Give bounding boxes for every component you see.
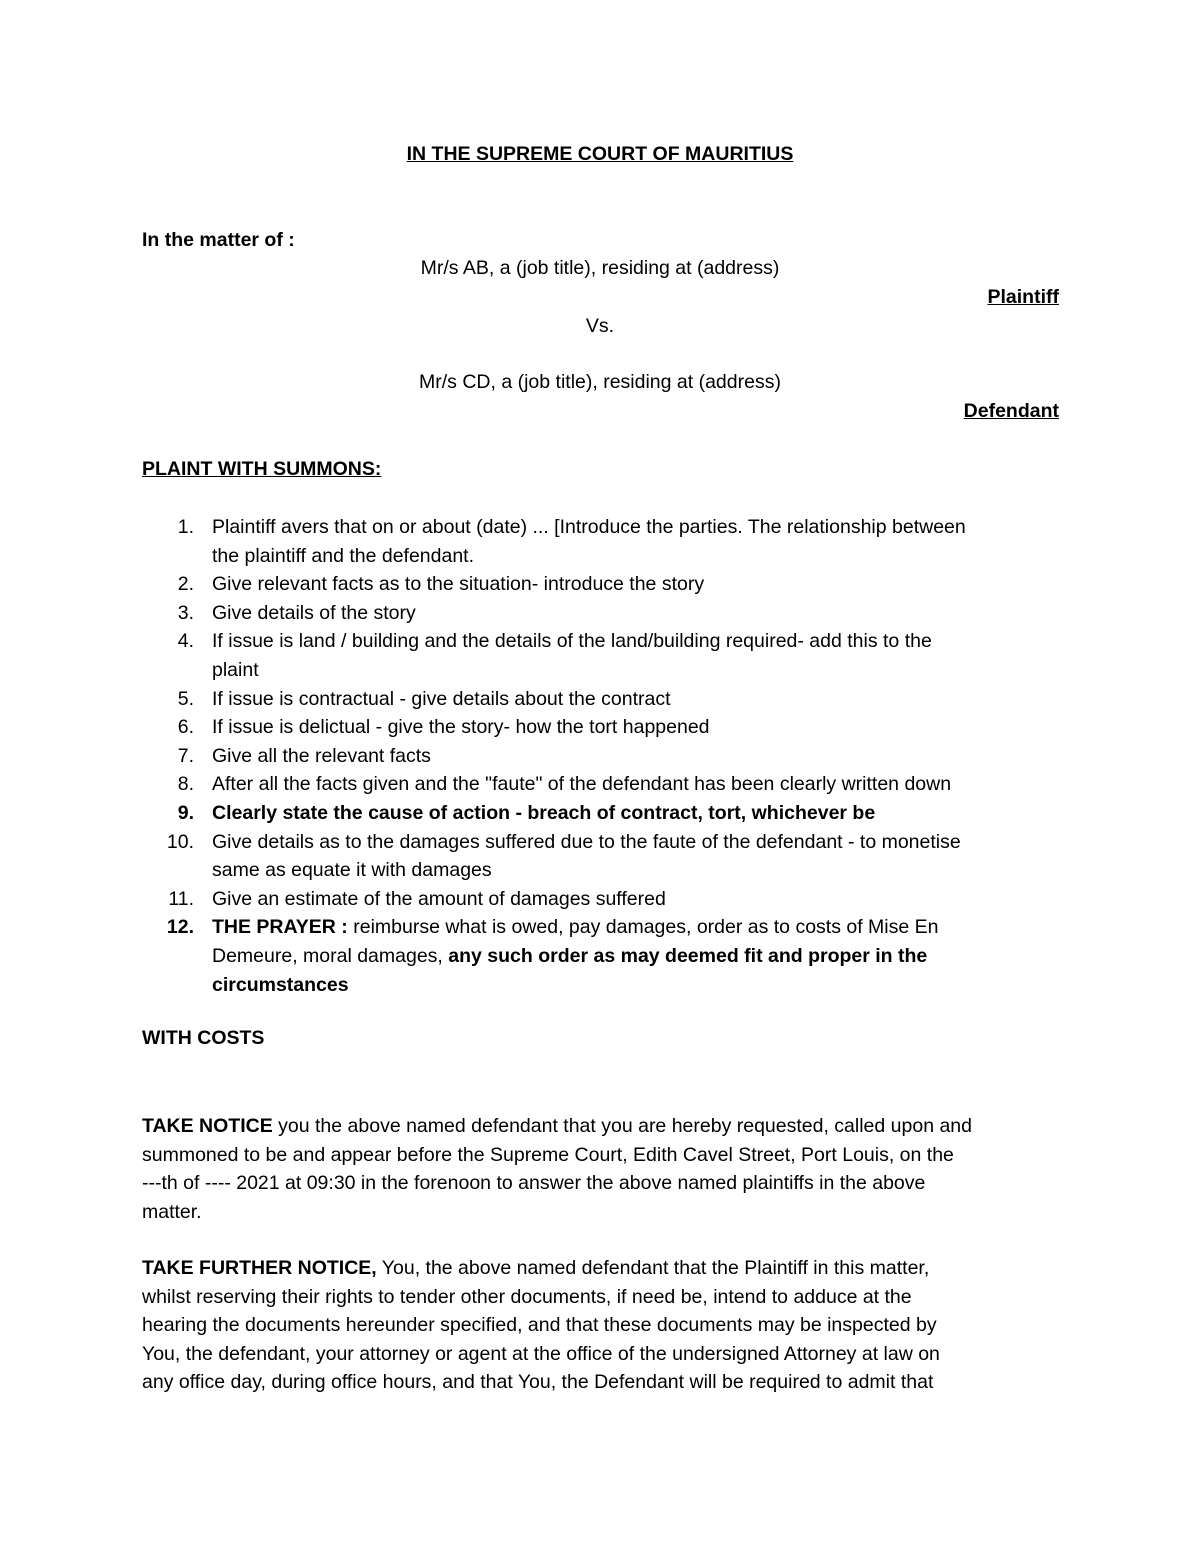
paragraph-text: You, the above named defendant that the Plaintiff in this matter, <box>376 1257 930 1279</box>
prayer-label: THE PRAYER : <box>212 916 348 939</box>
item-number: 2. <box>177 573 194 596</box>
item-text: If issue is contractual - give details about the contract <box>212 687 671 710</box>
list-item <box>142 742 1062 771</box>
take-further-notice-paragraph <box>142 1254 1072 1397</box>
defendant-party: Mr/s CD, a (job title), residing at (address) <box>419 371 781 393</box>
item-number: 1. <box>177 516 194 538</box>
take-notice-paragraph <box>142 1112 1072 1226</box>
list-item <box>142 713 1062 742</box>
paragraph-text: hearing the documents hereunder specified, and that these documents may be inspected by <box>142 1314 937 1337</box>
list-item <box>142 799 1062 828</box>
item-text: Plaintiff avers that on or about (date) ... [Introduce the parties. The relationship between <box>212 516 966 538</box>
take-further-notice-label: TAKE FURTHER NOTICE, <box>142 1257 377 1279</box>
item-number: 11. <box>168 887 194 910</box>
plaintiff-role: Plaintiff <box>987 286 1059 308</box>
prayer-text: reimburse what is owed, pay damages, order as to costs of Mise En <box>347 916 939 939</box>
item-number: 4. <box>177 630 194 653</box>
list-item <box>142 885 1062 914</box>
item-number: 3. <box>177 601 194 624</box>
item-text: Clearly state the cause of action - breach of contract, tort, whichever be <box>212 801 876 824</box>
plaintiff-party: Mr/s AB, a (job title), residing at (address) <box>420 257 780 279</box>
paragraph-text: summoned to be and appear before the Supreme Court, Edith Cavel Street, Port Louis, on the <box>142 1143 954 1166</box>
item-number: 12. <box>166 916 194 939</box>
item-text: After all the facts given and the "faute" of the defendant has been clearly written down <box>212 773 952 796</box>
list-item <box>142 570 1062 599</box>
paragraph-text: ---th of ---- 2021 at 09:30 in the forenoon to answer the above named plaintiffs in the above <box>142 1172 926 1195</box>
prayer-text: Demeure, moral damages, <box>212 944 449 967</box>
paragraph-text: You, the defendant, your attorney or agent at the office of the undersigned Attorney at law on <box>142 1342 940 1365</box>
item-text <box>212 942 1062 971</box>
item-text: Give details of the story <box>212 601 416 624</box>
defendant-role: Defendant <box>963 400 1059 422</box>
matter-label: In the matter of : <box>142 229 295 251</box>
item-text: the plaintiff and the defendant. <box>212 544 475 567</box>
item-text: Give details as to the damages suffered due to the faute of the defendant - to monetise <box>212 830 961 853</box>
item-text: plaint <box>212 658 259 681</box>
item-number: 9. <box>177 801 194 824</box>
prayer-bold-text: circumstances <box>212 973 349 996</box>
item-number: 8. <box>177 773 194 796</box>
item-number: 10. <box>166 830 194 853</box>
item-text: If issue is delictual - give the story- how the tort happened <box>212 716 710 739</box>
plaint-heading: PLAINT WITH SUMMONS: <box>142 458 382 480</box>
item-text: Give an estimate of the amount of damages suffered <box>212 887 666 910</box>
list-item <box>142 685 1062 714</box>
take-notice-label: TAKE NOTICE <box>142 1115 273 1137</box>
list-item <box>142 599 1062 628</box>
document-title: IN THE SUPREME COURT OF MAURITIUS <box>406 143 794 165</box>
versus-label: Vs. <box>585 315 615 337</box>
item-text: Give relevant facts as to the situation- introduce the story <box>212 573 705 596</box>
list-item <box>142 513 1062 570</box>
item-text: same as equate it with damages <box>212 859 492 882</box>
item-text: If issue is land / building and the details of the land/building required- add this to the <box>212 630 932 653</box>
item-number: 6. <box>177 716 194 739</box>
list-item <box>142 913 1062 999</box>
item-number: 5. <box>177 687 194 710</box>
item-text <box>212 913 1062 942</box>
paragraph-text: you the above named defendant that you are hereby requested, called upon and <box>272 1115 973 1137</box>
prayer-bold-text: any such order as may deemed fit and proper in the <box>448 944 928 967</box>
paragraph-text: whilst reserving their rights to tender other documents, if need be, intend to adduce at the <box>142 1285 912 1308</box>
with-costs-label: WITH COSTS <box>142 1027 265 1049</box>
plaint-items-list <box>142 513 1062 999</box>
list-item <box>142 627 1062 684</box>
paragraph-text: matter. <box>142 1200 202 1223</box>
list-item <box>142 770 1062 799</box>
paragraph-text: any office day, during office hours, and that You, the Defendant will be required to admit that <box>142 1371 934 1394</box>
item-text: Give all the relevant facts <box>212 744 431 767</box>
item-number: 7. <box>177 744 194 767</box>
list-item <box>142 828 1062 885</box>
